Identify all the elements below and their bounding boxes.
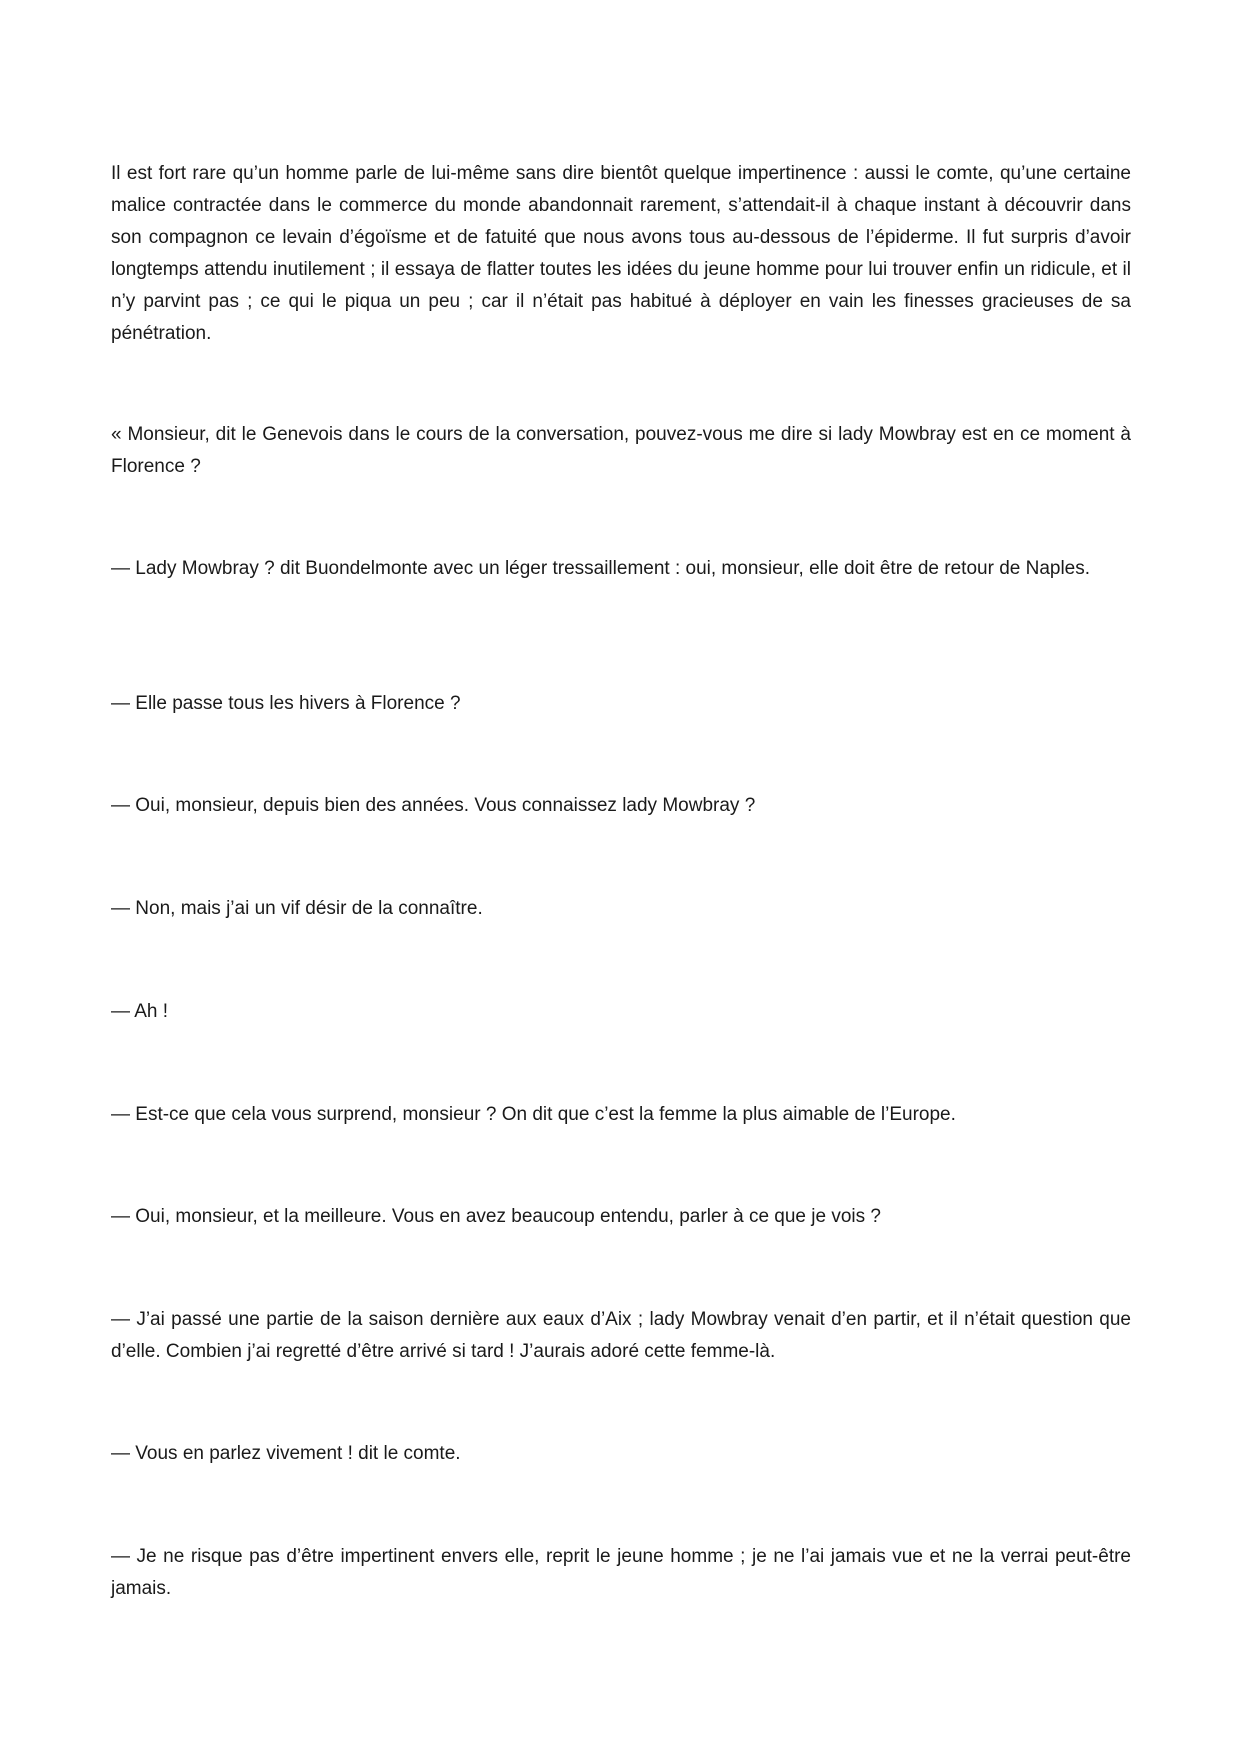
- paragraph-10: — J’ai passé une partie de la saison dernière aux eaux d’Aix ; lady Mowbray venait d’en partir, et il n’était question que d’elle. Combien j’ai regretté d’être arrivé si tard ! J’aurais adoré cette femme-là.: [111, 1309, 1131, 1362]
- paragraph-1: Il est fort rare qu’un homme parle de lui-même sans dire bientôt quelque impertinence : aussi le comte, qu’une certaine malice contractée dans le commerce du monde abandonnait rarement, s’attendait-il à chaque instant à découvrir dans son compagnon ce levain d’égoïsme et de fatuité que nous avons tous au-dessous de l’épiderme. Il fut surpris d’avoir longtemps attendu inutilement ; il essaya de flatter toutes les idées du jeune homme pour lui trouver enfin un ridicule, et il n’y parvint pas ; ce qui le piqua un peu ; car il n’était pas habitué à déployer en vain les finesses gracieuses de sa pénétration.: [111, 163, 1131, 344]
- paragraph-12: — Je ne risque pas d’être impertinent envers elle, reprit le jeune homme ; je ne l’ai jamais vue et ne la verrai peut-être jamais.: [111, 1546, 1131, 1599]
- paragraph-3: — Lady Mowbray ? dit Buondelmonte avec un léger tressaillement : oui, monsieur, elle doit être de retour de Naples.: [111, 558, 1091, 579]
- paragraph-7: — Ah !: [111, 1001, 169, 1022]
- paragraph-8: — Est-ce que cela vous surprend, monsieur ? On dit que c’est la femme la plus aimable de l’Europe.: [111, 1104, 956, 1125]
- paragraph-11: — Vous en parlez vivement ! dit le comte.: [111, 1443, 461, 1464]
- paragraph-6: — Non, mais j’ai un vif désir de la connaître.: [111, 898, 483, 919]
- paragraph-5: — Oui, monsieur, depuis bien des années. Vous connaissez lady Mowbray ?: [111, 795, 756, 816]
- paragraph-4: — Elle passe tous les hivers à Florence ?: [111, 693, 461, 714]
- paragraph-2: « Monsieur, dit le Genevois dans le cours de la conversation, pouvez-vous me dire si lady Mowbray est en ce moment à Florence ?: [111, 424, 1131, 477]
- paragraph-9: — Oui, monsieur, et la meilleure. Vous en avez beaucoup entendu, parler à ce que je vois ?: [111, 1206, 881, 1227]
